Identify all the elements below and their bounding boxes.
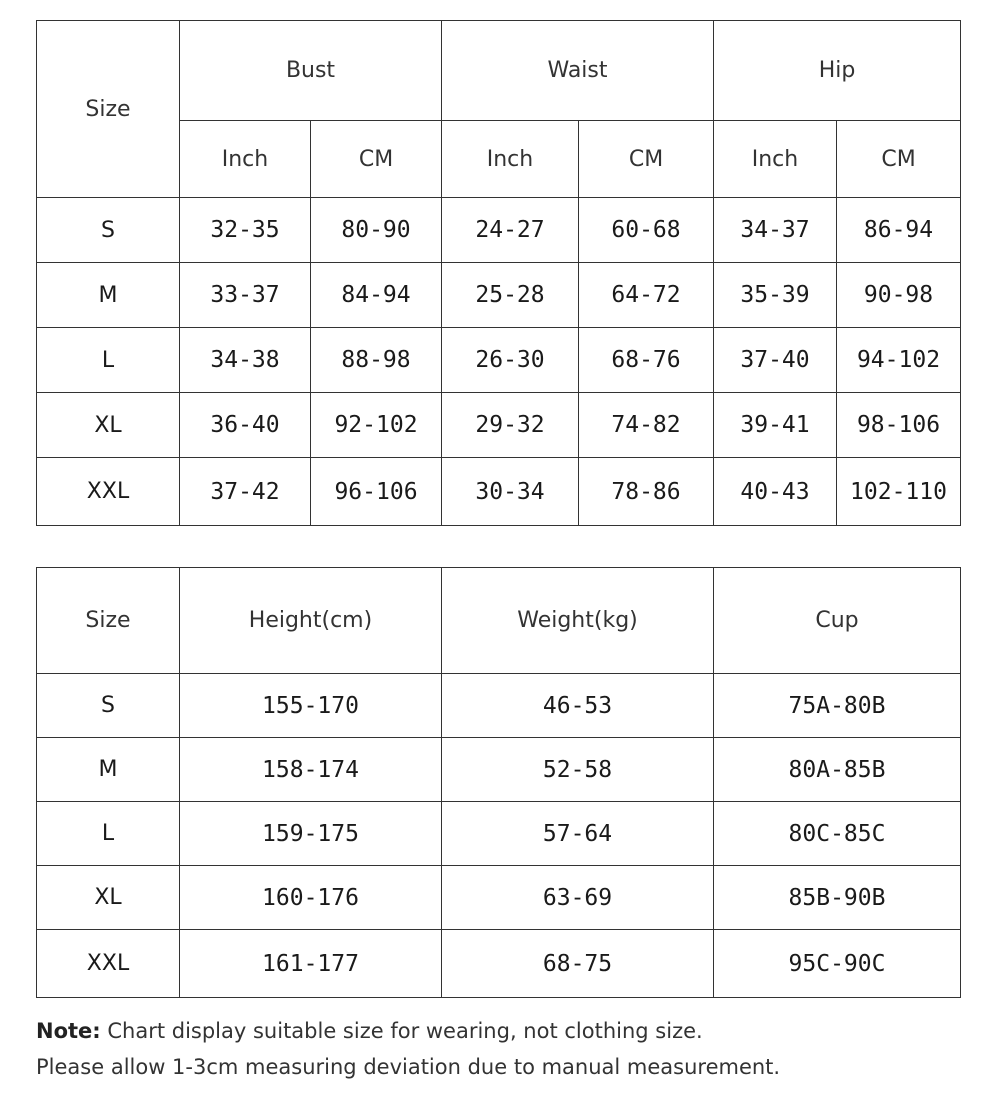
size-cell: L <box>37 802 180 866</box>
waist-cm-cell: 74-82 <box>579 393 714 458</box>
weight-cell: 63-69 <box>442 866 714 930</box>
size-cell: M <box>37 263 180 328</box>
fit-header-row <box>37 568 961 674</box>
size-cell: L <box>37 328 180 393</box>
waist-cm-cell: 68-76 <box>579 328 714 393</box>
hip-inch-cell: 35-39 <box>714 263 837 328</box>
cup-cell: 85B-90B <box>714 866 961 930</box>
weight-cell: 46-53 <box>442 674 714 738</box>
height-cell: 159-175 <box>180 802 442 866</box>
size-cell: S <box>37 198 180 263</box>
height-cell: 161-177 <box>180 930 442 998</box>
height-header: Height(cm) <box>180 568 442 674</box>
bust-cm-cell: 96-106 <box>311 458 442 526</box>
waist-inch-cell: 29-32 <box>442 393 579 458</box>
unit-header: CM <box>311 121 442 198</box>
waist-header: Waist <box>442 21 714 121</box>
table-row <box>37 458 961 526</box>
bust-inch-cell: 33-37 <box>180 263 311 328</box>
note-line-2: Please allow 1-3cm measuring deviation due to manual measurement. <box>36 1055 781 1079</box>
hip-cm-cell: 86-94 <box>837 198 961 263</box>
size-cell: XL <box>37 866 180 930</box>
size-header: Size <box>37 21 180 198</box>
note-text: Chart display suitable size for wearing, not clothing size. <box>100 1019 703 1043</box>
size-note <box>36 1013 966 1085</box>
size-cell: M <box>37 738 180 802</box>
hip-inch-cell: 40-43 <box>714 458 837 526</box>
unit-header: CM <box>837 121 961 198</box>
size-cell: XXL <box>37 930 180 998</box>
height-cell: 160-176 <box>180 866 442 930</box>
bust-inch-cell: 36-40 <box>180 393 311 458</box>
height-cell: 155-170 <box>180 674 442 738</box>
waist-cm-cell: 64-72 <box>579 263 714 328</box>
hip-header: Hip <box>714 21 961 121</box>
weight-cell: 68-75 <box>442 930 714 998</box>
measurements-header-row <box>37 21 961 121</box>
cup-cell: 80C-85C <box>714 802 961 866</box>
hip-cm-cell: 90-98 <box>837 263 961 328</box>
table-row <box>37 198 961 263</box>
size-header: Size <box>37 568 180 674</box>
cup-cell: 75A-80B <box>714 674 961 738</box>
table-row <box>37 674 961 738</box>
waist-inch-cell: 25-28 <box>442 263 579 328</box>
weight-cell: 52-58 <box>442 738 714 802</box>
bust-cm-cell: 88-98 <box>311 328 442 393</box>
bust-inch-cell: 34-38 <box>180 328 311 393</box>
waist-cm-cell: 78-86 <box>579 458 714 526</box>
note-label: Note: <box>36 1019 101 1043</box>
unit-header: CM <box>579 121 714 198</box>
hip-inch-cell: 34-37 <box>714 198 837 263</box>
table-row <box>37 930 961 998</box>
unit-header: Inch <box>180 121 311 198</box>
unit-header: Inch <box>714 121 837 198</box>
waist-inch-cell: 30-34 <box>442 458 579 526</box>
bust-inch-cell: 37-42 <box>180 458 311 526</box>
table-row <box>37 263 961 328</box>
note-line-1 <box>36 1013 966 1049</box>
hip-cm-cell: 94-102 <box>837 328 961 393</box>
bust-cm-cell: 80-90 <box>311 198 442 263</box>
hip-cm-cell: 102-110 <box>837 458 961 526</box>
unit-header: Inch <box>442 121 579 198</box>
height-cell: 158-174 <box>180 738 442 802</box>
cup-cell: 95C-90C <box>714 930 961 998</box>
hip-cm-cell: 98-106 <box>837 393 961 458</box>
table-row <box>37 738 961 802</box>
table-row <box>37 328 961 393</box>
size-cell: XXL <box>37 458 180 526</box>
bust-inch-cell: 32-35 <box>180 198 311 263</box>
weight-header: Weight(kg) <box>442 568 714 674</box>
bust-cm-cell: 84-94 <box>311 263 442 328</box>
table-row <box>37 866 961 930</box>
fit-table <box>36 567 961 998</box>
table-row <box>37 802 961 866</box>
bust-cm-cell: 92-102 <box>311 393 442 458</box>
weight-cell: 57-64 <box>442 802 714 866</box>
hip-inch-cell: 37-40 <box>714 328 837 393</box>
hip-inch-cell: 39-41 <box>714 393 837 458</box>
table-row <box>37 393 961 458</box>
waist-cm-cell: 60-68 <box>579 198 714 263</box>
waist-inch-cell: 24-27 <box>442 198 579 263</box>
measurements-table <box>36 20 961 526</box>
cup-header: Cup <box>714 568 961 674</box>
size-cell: XL <box>37 393 180 458</box>
size-cell: S <box>37 674 180 738</box>
cup-cell: 80A-85B <box>714 738 961 802</box>
bust-header: Bust <box>180 21 442 121</box>
waist-inch-cell: 26-30 <box>442 328 579 393</box>
